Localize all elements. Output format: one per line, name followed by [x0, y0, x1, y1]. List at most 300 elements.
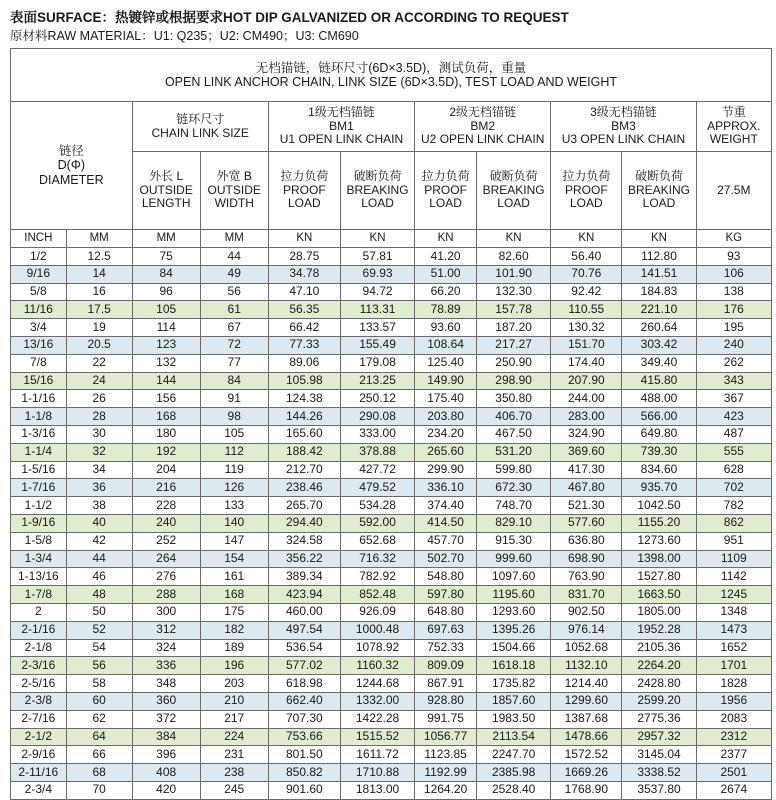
table-cell: 126 — [200, 479, 268, 497]
outside-width-en1: OUTSIDE — [207, 182, 261, 197]
table-cell: 66 — [66, 746, 132, 764]
proof-load-en1: PROOF — [564, 182, 608, 197]
table-cell: 47.10 — [268, 283, 340, 301]
weight-header — [696, 102, 771, 152]
table-cell: 349.40 — [622, 354, 696, 372]
table-cell: 1768.90 — [551, 781, 622, 799]
table-cell: 174.40 — [551, 354, 622, 372]
table-cell: 67 — [200, 319, 268, 337]
breaking-load-en2: LOAD — [497, 196, 530, 211]
table-cell: 1387.68 — [551, 710, 622, 728]
table-cell: 195 — [696, 319, 771, 337]
table-cell: 2674 — [696, 781, 771, 799]
table-cell: 1-1/4 — [11, 443, 67, 461]
table-cell: 92.42 — [551, 283, 622, 301]
table-cell: 1473 — [696, 621, 771, 639]
table-cell: 1000.48 — [340, 621, 414, 639]
table-cell: 283.00 — [551, 408, 622, 426]
table-cell: 649.80 — [622, 425, 696, 443]
table-title-cn: 无档锚链，链环尺寸(6D×3.5D)，测试负荷，重量 — [255, 60, 527, 75]
weight-header-en1: APPROX. — [707, 118, 761, 133]
table-cell: 457.70 — [415, 532, 477, 550]
table-cell: 294.40 — [268, 514, 340, 532]
unit-cell: KN — [268, 230, 340, 248]
table-cell: 324.90 — [551, 425, 622, 443]
proof-load-header-2 — [415, 152, 477, 230]
table-cell: 141.51 — [622, 265, 696, 283]
unit-cell: INCH — [11, 230, 67, 248]
table-cell: 1952.28 — [622, 621, 696, 639]
table-cell: 420 — [132, 781, 200, 799]
table-cell: 300 — [132, 603, 200, 621]
table-cell: 48 — [66, 586, 132, 604]
table-cell: 52 — [66, 621, 132, 639]
table-cell: 707.30 — [268, 710, 340, 728]
outside-length-cn: 外长 L — [149, 168, 184, 183]
table-cell: 98 — [200, 408, 268, 426]
table-cell: 867.91 — [415, 675, 477, 693]
table-cell: 298.90 — [477, 372, 551, 390]
table-cell: 276 — [132, 568, 200, 586]
table-cell: 40 — [66, 514, 132, 532]
table-cell: 1515.52 — [340, 728, 414, 746]
table-cell: 577.02 — [268, 657, 340, 675]
table-cell: 852.48 — [340, 586, 414, 604]
table-cell: 101.90 — [477, 265, 551, 283]
table-cell: 265.60 — [415, 443, 477, 461]
table-cell: 2 — [11, 603, 67, 621]
table-cell: 154 — [200, 550, 268, 568]
table-cell: 114 — [132, 319, 200, 337]
table-cell: 2264.20 — [622, 657, 696, 675]
table-cell: 2-1/16 — [11, 621, 67, 639]
table-cell: 618.98 — [268, 675, 340, 693]
table-cell: 862 — [696, 514, 771, 532]
weight-header-en2: WEIGHT — [709, 132, 758, 147]
table-cell: 96 — [132, 283, 200, 301]
table-row — [11, 461, 772, 479]
table-cell: 56.35 — [268, 301, 340, 319]
table-cell: 93 — [696, 248, 771, 266]
chain-spec-table — [10, 48, 772, 800]
table-cell: 324 — [132, 639, 200, 657]
table-cell: 34 — [66, 461, 132, 479]
table-cell: 175 — [200, 603, 268, 621]
table-cell: 176 — [696, 301, 771, 319]
table-cell: 175.40 — [415, 390, 477, 408]
table-cell: 26 — [66, 390, 132, 408]
table-cell: 124.38 — [268, 390, 340, 408]
table-cell: 217 — [200, 710, 268, 728]
table-cell: 427.72 — [340, 461, 414, 479]
table-cell: 752.33 — [415, 639, 477, 657]
table-cell: 763.90 — [551, 568, 622, 586]
proof-load-cn: 拉力负荷 — [562, 168, 611, 183]
table-cell: 336 — [132, 657, 200, 675]
table-cell: 1299.60 — [551, 692, 622, 710]
unit-cell: MM — [66, 230, 132, 248]
table-cell: 834.60 — [622, 461, 696, 479]
table-cell: 149.90 — [415, 372, 477, 390]
table-cell: 901.60 — [268, 781, 340, 799]
table-cell: 20.5 — [66, 336, 132, 354]
table-cell: 68 — [66, 764, 132, 782]
table-cell: 78.89 — [415, 301, 477, 319]
table-cell: 2-3/4 — [11, 781, 67, 799]
table-cell: 2377 — [696, 746, 771, 764]
table-cell: 935.70 — [622, 479, 696, 497]
table-cell: 265.70 — [268, 497, 340, 515]
table-title — [11, 49, 772, 102]
table-cell: 1192.99 — [415, 764, 477, 782]
table-cell: 17.5 — [66, 301, 132, 319]
table-cell: 566.00 — [622, 408, 696, 426]
table-cell: 240 — [696, 336, 771, 354]
table-cell: 1527.80 — [622, 568, 696, 586]
grade-1-cn: 1级无档锚链 — [308, 104, 375, 119]
table-cell: 2528.40 — [477, 781, 551, 799]
table-cell: 801.50 — [268, 746, 340, 764]
table-cell: 70.76 — [551, 265, 622, 283]
grade-2-cn: 2级无档锚链 — [449, 104, 517, 119]
table-cell: 125.40 — [415, 354, 477, 372]
table-cell: 138 — [696, 283, 771, 301]
table-cell: 1245 — [696, 586, 771, 604]
table-cell: 155.49 — [340, 336, 414, 354]
table-cell: 32 — [66, 443, 132, 461]
table-row — [11, 710, 772, 728]
table-cell: 1-5/8 — [11, 532, 67, 550]
table-cell: 1701 — [696, 657, 771, 675]
table-cell: 1572.52 — [551, 746, 622, 764]
table-cell: 417.30 — [551, 461, 622, 479]
table-cell: 534.28 — [340, 497, 414, 515]
table-cell: 22 — [66, 354, 132, 372]
table-cell: 147 — [200, 532, 268, 550]
outside-width-header — [200, 152, 268, 230]
table-cell: 2501 — [696, 764, 771, 782]
table-cell: 1-1/2 — [11, 497, 67, 515]
table-cell: 1142 — [696, 568, 771, 586]
table-row — [11, 354, 772, 372]
table-row — [11, 265, 772, 283]
table-cell: 24 — [66, 372, 132, 390]
table-cell: 555 — [696, 443, 771, 461]
proof-load-cn: 拉力负荷 — [421, 168, 470, 183]
table-cell: 140 — [200, 514, 268, 532]
breaking-load-header-2 — [477, 152, 551, 230]
grade-1-en: U1 OPEN LINK CHAIN — [279, 132, 404, 147]
table-row — [11, 532, 772, 550]
table-cell: 479.52 — [340, 479, 414, 497]
breaking-load-header-1 — [340, 152, 414, 230]
table-cell: 1195.60 — [477, 586, 551, 604]
table-cell: 2-9/16 — [11, 746, 67, 764]
table-cell: 105.98 — [268, 372, 340, 390]
table-cell: 93.60 — [415, 319, 477, 337]
table-cell: 12.5 — [66, 248, 132, 266]
table-cell: 212.70 — [268, 461, 340, 479]
table-cell: 487 — [696, 425, 771, 443]
table-cell: 238 — [200, 764, 268, 782]
table-cell: 64 — [66, 728, 132, 746]
table-cell: 207.90 — [551, 372, 622, 390]
table-cell: 50 — [66, 603, 132, 621]
table-cell: 850.82 — [268, 764, 340, 782]
table-row — [11, 639, 772, 657]
table-cell: 831.70 — [551, 586, 622, 604]
table-cell: 61 — [200, 301, 268, 319]
table-cell: 69.93 — [340, 265, 414, 283]
table-cell: 290.08 — [340, 408, 414, 426]
table-cell: 1663.50 — [622, 586, 696, 604]
table-cell: 66.42 — [268, 319, 340, 337]
table-cell: 2-1/8 — [11, 639, 67, 657]
raw-material-line: 原材料RAW MATERIAL：U1: Q235；U2: CM490；U3: CM690 — [10, 29, 359, 43]
breaking-load-en2: LOAD — [361, 196, 394, 211]
table-cell: 423.94 — [268, 586, 340, 604]
table-cell: 44 — [66, 550, 132, 568]
table-cell: 928.80 — [415, 692, 477, 710]
table-row — [11, 621, 772, 639]
table-cell: 36 — [66, 479, 132, 497]
weight-header-cn: 节重 — [721, 104, 746, 119]
table-cell: 216 — [132, 479, 200, 497]
table-cell: 210 — [200, 692, 268, 710]
table-cell: 28.75 — [268, 248, 340, 266]
table-cell: 2-11/16 — [11, 764, 67, 782]
table-cell: 926.09 — [340, 603, 414, 621]
table-cell: 531.20 — [477, 443, 551, 461]
diameter-header-sym: D(Φ) — [57, 158, 85, 173]
table-cell: 60 — [66, 692, 132, 710]
table-cell: 89.06 — [268, 354, 340, 372]
table-cell: 240 — [132, 514, 200, 532]
table-cell: 51.00 — [415, 265, 477, 283]
table-cell: 702 — [696, 479, 771, 497]
table-cell: 2105.36 — [622, 639, 696, 657]
table-cell: 1983.50 — [477, 710, 551, 728]
table-row — [11, 443, 772, 461]
table-row — [11, 425, 772, 443]
breaking-load-cn: 破断负荷 — [353, 168, 402, 183]
table-cell: 46 — [66, 568, 132, 586]
table-cell: 1042.50 — [622, 497, 696, 515]
table-cell: 133.57 — [340, 319, 414, 337]
table-cell: 1611.72 — [340, 746, 414, 764]
table-row — [11, 514, 772, 532]
unit-cell: MM — [200, 230, 268, 248]
table-cell: 1735.82 — [477, 675, 551, 693]
table-cell: 224 — [200, 728, 268, 746]
table-row — [11, 728, 772, 746]
table-cell: 7/8 — [11, 354, 67, 372]
table-cell: 1395.26 — [477, 621, 551, 639]
unit-cell: KN — [622, 230, 696, 248]
table-cell: 2113.54 — [477, 728, 551, 746]
table-cell: 2-5/16 — [11, 675, 67, 693]
table-row — [11, 301, 772, 319]
table-cell: 1813.00 — [340, 781, 414, 799]
table-cell: 234.20 — [415, 425, 477, 443]
table-cell: 5/8 — [11, 283, 67, 301]
table-cell: 156 — [132, 390, 200, 408]
table-cell: 217.27 — [477, 336, 551, 354]
table-cell: 1-3/16 — [11, 425, 67, 443]
table-cell: 343 — [696, 372, 771, 390]
link-size-header-en: CHAIN LINK SIZE — [151, 125, 249, 140]
outside-width-cn: 外宽 B — [216, 168, 252, 183]
table-cell: 348 — [132, 675, 200, 693]
unit-cell: MM — [132, 230, 200, 248]
table-cell: 42 — [66, 532, 132, 550]
proof-load-header-1 — [268, 152, 340, 230]
table-cell: 698.90 — [551, 550, 622, 568]
table-cell: 56.40 — [551, 248, 622, 266]
table-cell: 189 — [200, 639, 268, 657]
table-cell: 13/16 — [11, 336, 67, 354]
table-cell: 1/2 — [11, 248, 67, 266]
table-cell: 133 — [200, 497, 268, 515]
table-cell: 648.80 — [415, 603, 477, 621]
breaking-load-en1: BREAKING — [482, 182, 545, 197]
table-cell: 367 — [696, 390, 771, 408]
grade-3-en: U3 OPEN LINK CHAIN — [561, 132, 686, 147]
table-cell: 350.80 — [477, 390, 551, 408]
proof-load-en2: LOAD — [287, 196, 321, 211]
breaking-load-en2: LOAD — [642, 196, 676, 211]
link-size-header — [132, 102, 268, 152]
table-cell: 264 — [132, 550, 200, 568]
table-cell: 165.60 — [268, 425, 340, 443]
breaking-load-cn: 破断负荷 — [635, 168, 684, 183]
table-cell: 753.66 — [268, 728, 340, 746]
table-cell: 2428.80 — [622, 675, 696, 693]
outside-length-en2: LENGTH — [141, 196, 191, 211]
table-cell: 3338.52 — [622, 764, 696, 782]
table-row — [11, 283, 772, 301]
table-cell: 2599.20 — [622, 692, 696, 710]
table-cell: 1504.66 — [477, 639, 551, 657]
table-cell: 324.58 — [268, 532, 340, 550]
table-cell: 57.81 — [340, 248, 414, 266]
table-cell: 1-5/16 — [11, 461, 67, 479]
table-cell: 1160.32 — [340, 657, 414, 675]
table-cell: 1669.26 — [551, 764, 622, 782]
breaking-load-en1: BREAKING — [628, 182, 691, 197]
table-cell: 77 — [200, 354, 268, 372]
table-cell: 374.40 — [415, 497, 477, 515]
table-cell: 58 — [66, 675, 132, 693]
table-cell: 1056.77 — [415, 728, 477, 746]
grade-1-header — [268, 102, 414, 152]
table-cell: 182 — [200, 621, 268, 639]
table-cell: 38 — [66, 497, 132, 515]
table-cell: 672.30 — [477, 479, 551, 497]
table-cell: 2-1/2 — [11, 728, 67, 746]
table-cell: 902.50 — [551, 603, 622, 621]
table-cell: 592.00 — [340, 514, 414, 532]
table-cell: 497.54 — [268, 621, 340, 639]
unit-cell: KN — [415, 230, 477, 248]
table-cell: 1332.00 — [340, 692, 414, 710]
table-cell: 951 — [696, 532, 771, 550]
table-cell: 119 — [200, 461, 268, 479]
table-row — [11, 319, 772, 337]
table-cell: 228 — [132, 497, 200, 515]
table-cell: 303.42 — [622, 336, 696, 354]
table-row — [11, 781, 772, 799]
surface-line: 表面SURFACE：热镀锌或根据要求HOT DIP GALVANIZED OR ACCORDING TO REQUEST — [10, 10, 569, 25]
table-cell: 467.50 — [477, 425, 551, 443]
table-cell: 1264.20 — [415, 781, 477, 799]
table-cell: 739.30 — [622, 443, 696, 461]
table-cell: 414.50 — [415, 514, 477, 532]
table-cell: 408 — [132, 764, 200, 782]
table-cell: 188.42 — [268, 443, 340, 461]
table-cell: 110.55 — [551, 301, 622, 319]
table-row — [11, 764, 772, 782]
table-cell: 244.00 — [551, 390, 622, 408]
table-cell: 1857.60 — [477, 692, 551, 710]
table-cell: 782 — [696, 497, 771, 515]
table-cell: 1-7/16 — [11, 479, 67, 497]
table-cell: 782.92 — [340, 568, 414, 586]
table-cell: 1478.66 — [551, 728, 622, 746]
table-cell: 66.20 — [415, 283, 477, 301]
table-cell: 77.33 — [268, 336, 340, 354]
table-cell: 34.78 — [268, 265, 340, 283]
proof-load-cn: 拉力负荷 — [280, 168, 329, 183]
table-cell: 1244.68 — [340, 675, 414, 693]
table-cell: 221.10 — [622, 301, 696, 319]
table-cell: 1828 — [696, 675, 771, 693]
table-cell: 250.12 — [340, 390, 414, 408]
grade-1-code: BM1 — [329, 118, 354, 133]
table-cell: 1123.85 — [415, 746, 477, 764]
table-cell: 460.00 — [268, 603, 340, 621]
table-cell: 389.34 — [268, 568, 340, 586]
table-cell: 652.68 — [340, 532, 414, 550]
table-cell: 9/16 — [11, 265, 67, 283]
outside-length-header — [132, 152, 200, 230]
table-cell: 62 — [66, 710, 132, 728]
table-cell: 72 — [200, 336, 268, 354]
table-cell: 1078.92 — [340, 639, 414, 657]
table-cell: 716.32 — [340, 550, 414, 568]
table-cell: 378.88 — [340, 443, 414, 461]
table-cell: 106 — [696, 265, 771, 283]
table-cell: 105 — [200, 425, 268, 443]
breaking-load-cn: 破断负荷 — [489, 168, 538, 183]
table-cell: 151.70 — [551, 336, 622, 354]
table-cell: 1109 — [696, 550, 771, 568]
table-cell: 2247.70 — [477, 746, 551, 764]
table-cell: 54 — [66, 639, 132, 657]
table-cell: 1-1/16 — [11, 390, 67, 408]
unit-cell: KN — [340, 230, 414, 248]
table-cell: 94.72 — [340, 283, 414, 301]
proof-load-en2: LOAD — [569, 196, 603, 211]
table-cell: 245 — [200, 781, 268, 799]
table-cell: 333.00 — [340, 425, 414, 443]
table-cell: 1-3/4 — [11, 550, 67, 568]
table-row — [11, 479, 772, 497]
table-cell: 112.80 — [622, 248, 696, 266]
table-cell: 356.22 — [268, 550, 340, 568]
table-cell: 203.80 — [415, 408, 477, 426]
table-row — [11, 248, 772, 266]
